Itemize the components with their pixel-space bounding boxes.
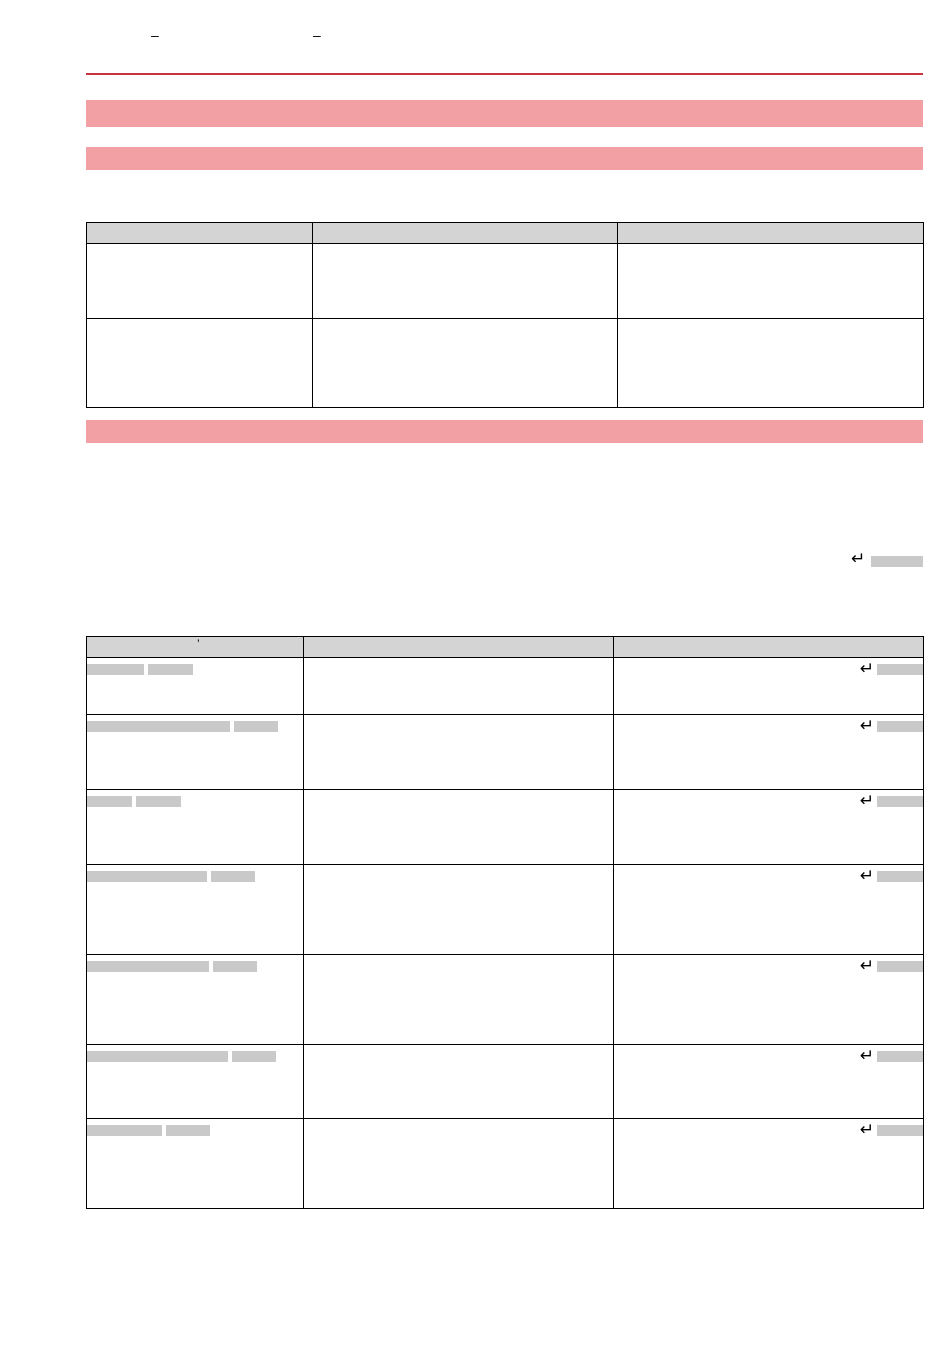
table-1-header-cell: [313, 223, 618, 244]
table-cell: [87, 1119, 304, 1209]
key-placeholder: [166, 1125, 210, 1136]
table-cell: [87, 244, 313, 319]
enter-key-icon: ↵: [859, 716, 874, 735]
table-cell: [87, 319, 313, 408]
key-placeholder: [148, 664, 193, 675]
table-row: [87, 955, 924, 1045]
table-cell: [618, 244, 924, 319]
enter-key-icon: ↵: [859, 1120, 874, 1139]
table-2-header-row: [87, 637, 924, 658]
table-cell: [87, 865, 304, 955]
key-placeholder: [87, 1051, 228, 1062]
enter-key-icon: ↵: [859, 956, 874, 975]
table-cell: [614, 790, 924, 865]
header-rule: [86, 73, 923, 75]
key-placeholder: [877, 664, 923, 675]
table-cell: [313, 244, 618, 319]
table-row: [87, 244, 924, 319]
table-2-header-cell: [87, 637, 304, 658]
key-placeholder: [213, 961, 257, 972]
table-row: [87, 658, 924, 715]
table-cell: [304, 658, 614, 715]
key-placeholder: [87, 871, 207, 882]
section-band-3: [86, 420, 923, 443]
section-band-1: [86, 100, 923, 127]
table-row: [87, 319, 924, 408]
table-cell: [87, 955, 304, 1045]
table-cell: [614, 1045, 924, 1119]
table-row: [87, 790, 924, 865]
table-2-header-cell: [614, 637, 924, 658]
section-band-2: [86, 147, 923, 170]
key-placeholder: [232, 1051, 276, 1062]
header-mark: ’: [197, 637, 200, 651]
key-placeholder: [136, 796, 181, 807]
table-1: [86, 222, 924, 408]
table-cell: [87, 1045, 304, 1119]
key-placeholder: [877, 721, 923, 732]
key-placeholder: [877, 1051, 923, 1062]
key-placeholder: [234, 721, 278, 732]
key-placeholder: [211, 871, 255, 882]
key-placeholder: [877, 1125, 923, 1136]
table-cell: [614, 715, 924, 790]
table-cell: [304, 955, 614, 1045]
key-placeholder: [87, 721, 230, 732]
table-cell: [614, 865, 924, 955]
enter-key-icon: ↵: [859, 866, 874, 885]
key-placeholder: [871, 556, 923, 567]
table-cell: [304, 1045, 614, 1119]
table-cell: [614, 658, 924, 715]
key-placeholder: [87, 664, 144, 675]
key-placeholder: [877, 796, 923, 807]
table-row: [87, 1119, 924, 1209]
key-placeholder: [87, 1125, 162, 1136]
table-row: [87, 865, 924, 955]
table-cell: [87, 715, 304, 790]
key-placeholder: [877, 871, 923, 882]
table-row: [87, 715, 924, 790]
header-dash-left: –: [151, 27, 159, 43]
table-1-header-row: [87, 223, 924, 244]
table-row: [87, 1045, 924, 1119]
key-placeholder: [877, 961, 923, 972]
table-1-header-cell: [618, 223, 924, 244]
table-cell: [87, 790, 304, 865]
table-1-header-cell: [87, 223, 313, 244]
key-placeholder: [87, 796, 132, 807]
table-cell: [304, 715, 614, 790]
table-cell: [304, 790, 614, 865]
table-cell: [304, 1119, 614, 1209]
enter-key-icon: ↵: [851, 549, 866, 568]
table-cell: [87, 658, 304, 715]
header-dash-right: –: [313, 27, 321, 43]
table-cell: [304, 865, 614, 955]
table-cell: [614, 955, 924, 1045]
key-placeholder: [87, 961, 209, 972]
table-cell: [618, 319, 924, 408]
table-2-header-cell: [304, 637, 614, 658]
enter-key-icon: ↵: [859, 659, 874, 678]
enter-key-icon: ↵: [859, 1046, 874, 1065]
table-2: [86, 636, 924, 1209]
table-cell: [614, 1119, 924, 1209]
enter-key-icon: ↵: [859, 791, 874, 810]
table-cell: [313, 319, 618, 408]
